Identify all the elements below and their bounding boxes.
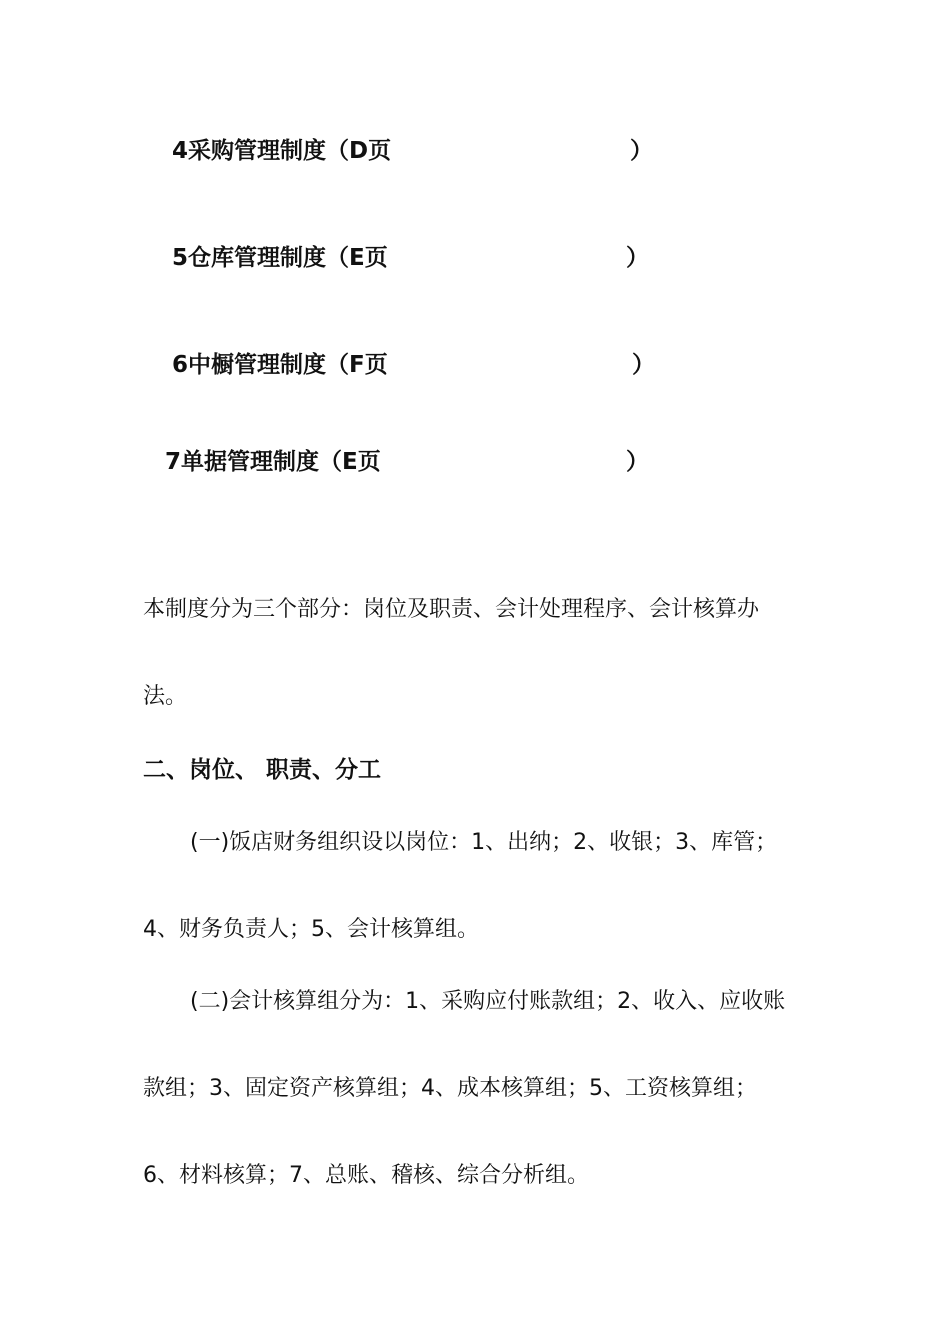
toc-item-7: 7单据管理制度（E页 [165,449,381,475]
section-2-para-2-line-2: 款组；3、固定资产核算组；4、成本核算组；5、工资核算组； [143,1076,757,1101]
toc-item-6-close: ） [632,352,655,378]
toc-item-7-close: ） [626,449,649,475]
section-2-heading: 二、岗位、 职责、分工 [143,757,382,783]
intro-line-1: 本制度分为三个部分：岗位及职责、会计处理程序、会计核算办 [143,597,760,622]
intro-line-2: 法。 [143,684,188,709]
section-2-para-2-line-3: 6、材料核算；7、总账、稽核、综合分析组。 [143,1163,589,1188]
toc-item-6: 6中橱管理制度（F页 [172,352,388,378]
section-2-para-1-line-1: (一)饭店财务组织设以岗位：1、出纳；2、收银；3、库管； [190,830,778,855]
section-2-para-1-line-2: 4、财务负责人；5、会计核算组。 [143,917,479,942]
toc-item-5-close: ） [626,245,649,271]
toc-item-4-close: ） [630,138,653,164]
toc-item-4: 4采购管理制度（D页 [172,138,392,164]
section-2-para-2-line-1: (二)会计核算组分为：1、采购应付账款组；2、收入、应收账 [190,989,786,1014]
toc-item-5: 5仓库管理制度（E页 [172,245,388,271]
